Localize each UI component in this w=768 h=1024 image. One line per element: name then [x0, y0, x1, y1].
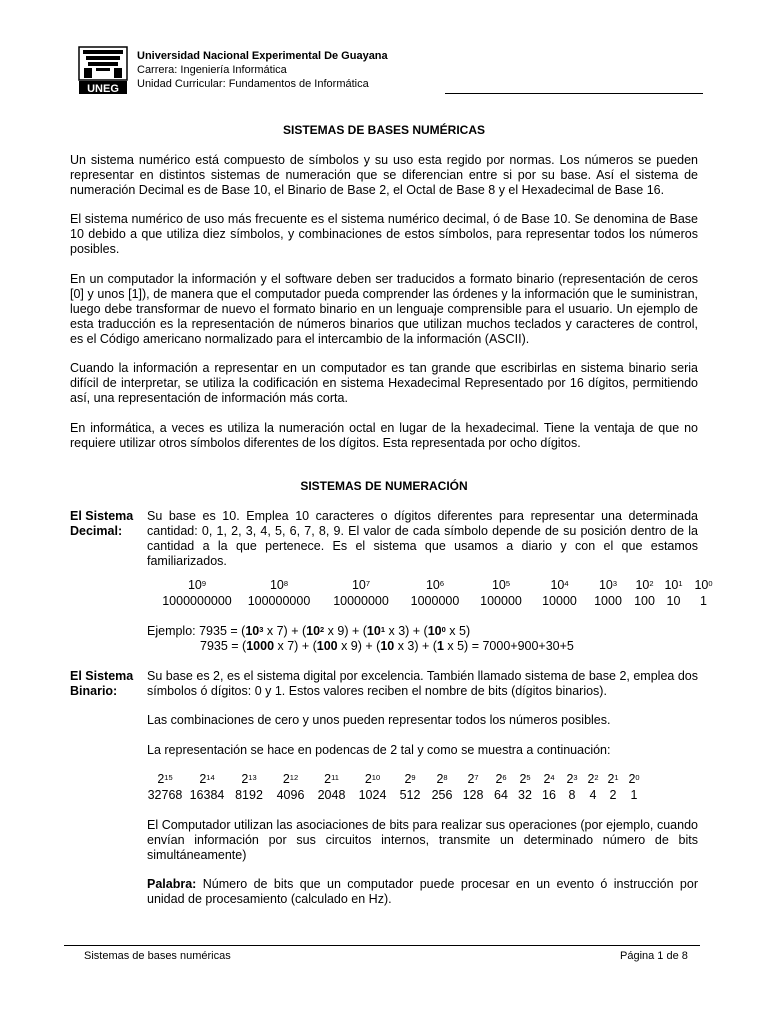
decimal-value: 1000000000	[162, 594, 232, 608]
decimal-power-1: $10^1$	[664, 578, 683, 592]
binario-power-14: $2^{14}$	[199, 772, 215, 786]
binario-power-3: $2^3$	[566, 772, 578, 786]
paragraph-2: El sistema numérico de uso más frecuente es el sistema numérico decimal, ó de Base 10. Se denomina de Base 10 debido a que utiliza diez símbolos, y combinaciones de estos símbolos, para representar todos los números posibles.	[70, 212, 698, 256]
binario-value: 32	[518, 788, 532, 802]
example-label: Ejemplo: 7935 = (	[147, 624, 246, 638]
binario-power-2: $2^2$	[587, 772, 599, 786]
paragraph-4: Cuando la información a representar en un computador es tan grande que escribirlas en sistema binario seria difícil de interpretar, se utiliza la codificación en sistema Hexadecimal Representado por 16 dígitos, permitiendo así, una representación de información más corta.	[70, 361, 698, 405]
binario-values-row	[144, 788, 645, 803]
decimal-value: 10	[666, 594, 681, 608]
decimal-power-5: $10^5$	[491, 578, 511, 592]
example-term: $10^2$	[306, 624, 325, 638]
palabra-definition	[147, 877, 698, 907]
example-term: 1000	[246, 639, 275, 653]
binario-value: 8192	[235, 788, 263, 802]
decimal-powers-row	[157, 578, 719, 593]
binario-value: 512	[399, 788, 421, 802]
binario-value: 32768	[147, 788, 183, 802]
footer-rule	[64, 945, 700, 946]
binario-power-5: $2^5$	[519, 772, 531, 786]
binario-value: 128	[462, 788, 484, 802]
example-term: $10^3$	[245, 624, 264, 638]
example-term: $10^1$	[366, 624, 385, 638]
decimal-value: 1000	[594, 594, 622, 608]
decimal-term	[70, 509, 145, 539]
decimal-term-line2: Decimal:	[70, 524, 123, 538]
decimal-example-line1: Ejemplo: $7935 = (10^3$ x $7) + (10^2$ x $9) + (10^1$ x $3) + (10^0$ x 5)	[147, 624, 471, 638]
binario-value: 1024	[358, 788, 387, 802]
decimal-power-7: $10^7$	[351, 578, 371, 592]
binario-paragraph-2: Las combinaciones de cero y unos pueden representar todos los números posibles.	[147, 713, 611, 727]
binario-power-1: $2^1$	[607, 772, 619, 786]
decimal-example-line2: 7935 = (1000 x 7) + (100 x 9) + (10 x 3) + (1 x 5) = 7000+900+30+5	[200, 639, 574, 653]
header-rule	[445, 93, 703, 94]
paragraph-5: En informática, a veces es utiliza la numeración octal en lugar de la hexadecimal. Tiene la ventaja de que no requiere utilizar otros símbolos diferentes de los dígitos. Esta representada por ocho dígitos.	[70, 421, 698, 450]
university-name: Universidad Nacional Experimental De Guayana	[137, 50, 388, 62]
decimal-value: 100000000	[247, 594, 311, 608]
decimal-value: 100	[634, 594, 655, 608]
decimal-power-0: $10^0$	[694, 578, 713, 592]
decimal-power-8: $10^8$	[269, 578, 289, 592]
footer-title: Sistemas de bases numéricas	[84, 950, 231, 962]
decimal-value: 100000	[480, 594, 522, 608]
binario-power-7: $2^7$	[467, 772, 479, 786]
palabra-term: Palabra:	[147, 877, 197, 891]
logo-text: UNEG	[87, 83, 119, 95]
decimal-value: 10000	[542, 594, 577, 608]
paragraph-3: En un computador la información y el software deben ser traducidos a formato binario (representación de ceros [0] y unos [1]), de manera que el computador pueda comprender las órdenes y la información que le suministran, luego debe transformar de nuevo el formato binario en un lenguaje comprensible para el usuario. Un ejemplo de esta traducción es la representación de números binarios que utilizan muchos teclados y caracteres de control, es el Código americano normalizado para el intercambio de la información (ASCII).	[70, 272, 698, 346]
decimal-power-4: $10^4$	[550, 578, 569, 592]
binario-description: Su base es 2, es el sistema digital por excelencia. También llamado sistema de base 2, emplea dos símbolos ó dígitos: 0 y 1. Estos valores reciben el nombre de bits (dígitos binarios).	[147, 669, 698, 698]
binario-value: 2	[609, 788, 617, 802]
binario-value: 4096	[276, 788, 305, 802]
binario-power-0: $2^0$	[628, 772, 640, 786]
binario-value: 16	[542, 788, 556, 802]
decimal-power-2: $10^2$	[635, 578, 654, 592]
university-logo	[78, 46, 128, 95]
binario-paragraph-4: El Computador utilizan las asociaciones de bits para realizar sus operaciones (por ejemplo, cuando envían información por sus circuitos internos, transmite un determinado número de bits simultáneamente)	[147, 818, 698, 862]
career-line: Carrera: Ingeniería Informática	[137, 64, 287, 76]
binario-value: 2048	[317, 788, 346, 802]
binario-term-line2: Binario:	[70, 684, 118, 698]
decimal-values-row	[157, 594, 719, 609]
binario-power-13: $2^{13}$	[241, 772, 257, 786]
palabra-text: Número de bits que un computador puede procesar en un evento ó instrucción por unidad de procesamiento (calculado en Hz).	[147, 877, 698, 906]
example-term: 10	[380, 639, 395, 653]
binario-powers-row	[144, 772, 645, 787]
section-title-numeracion: SISTEMAS DE NUMERACIÓN	[300, 479, 468, 493]
binario-term-line1: El Sistema	[70, 669, 134, 683]
binario-power-10: $2^{10}$	[364, 772, 381, 786]
binario-value: 1	[630, 788, 638, 802]
decimal-value: 1	[700, 594, 707, 608]
example-term: 100	[316, 639, 338, 653]
binario-value: 16384	[189, 788, 225, 802]
binario-value: 8	[568, 788, 576, 802]
binario-power-15: $2^{15}$	[157, 772, 173, 786]
paragraph-1: Un sistema numérico está compuesto de símbolos y su uso esta regido por normas. Los números se pueden representar en distintos sistemas de numeración que se diferencian entre si por su base. Así el sistema de numeración Decimal es de Base 10, el Binario de Base 2, el Octal de Base 8 y el Hexadecimal de Base 16.	[70, 153, 698, 197]
binario-value: 64	[494, 788, 508, 802]
example-term: $10^0$	[427, 624, 446, 638]
example-term: 1	[436, 639, 444, 653]
decimal-power-9: $10^9$	[187, 578, 207, 592]
binario-power-6: $2^6$	[495, 772, 507, 786]
binario-power-12: $2^{12}$	[282, 772, 299, 786]
decimal-description: Su base es 10. Emplea 10 caracteres o dígitos diferentes para representar una determinada cantidad: 0, 1, 2, 3, 4, 5, 6, 7, 8, 9. El valor de cada símbolo depende de su posición dentro de la cantidad a la que pertenece. Es el sistema que usamos a diario y con el que estamos familiarizados.	[147, 509, 698, 568]
section-title-bases: SISTEMAS DE BASES NUMÉRICAS	[282, 123, 486, 137]
binario-paragraph-3: La representación se hace en podencas de 2 tal y como se muestra a continuación:	[147, 743, 611, 757]
decimal-power-6: $10^6$	[425, 578, 445, 592]
example-line2-prefix: 7935 = (	[200, 639, 247, 653]
binario-term	[70, 669, 145, 699]
binario-power-9: $2^9$	[404, 772, 416, 786]
decimal-power-3: $10^3$	[598, 578, 618, 592]
decimal-term-line1: El Sistema	[70, 509, 134, 523]
binario-power-11: $2^{11}$	[324, 772, 339, 786]
footer-page-number: Página 1 de 8	[620, 950, 688, 962]
binario-value: 4	[589, 788, 597, 802]
decimal-value: 10000000	[333, 594, 389, 608]
binario-value: 256	[431, 788, 453, 802]
binario-power-4: $2^4$	[543, 772, 555, 786]
decimal-value: 1000000	[410, 594, 460, 608]
binario-power-8: $2^8$	[436, 772, 448, 786]
course-line: Unidad Curricular: Fundamentos de Informática	[137, 78, 369, 90]
